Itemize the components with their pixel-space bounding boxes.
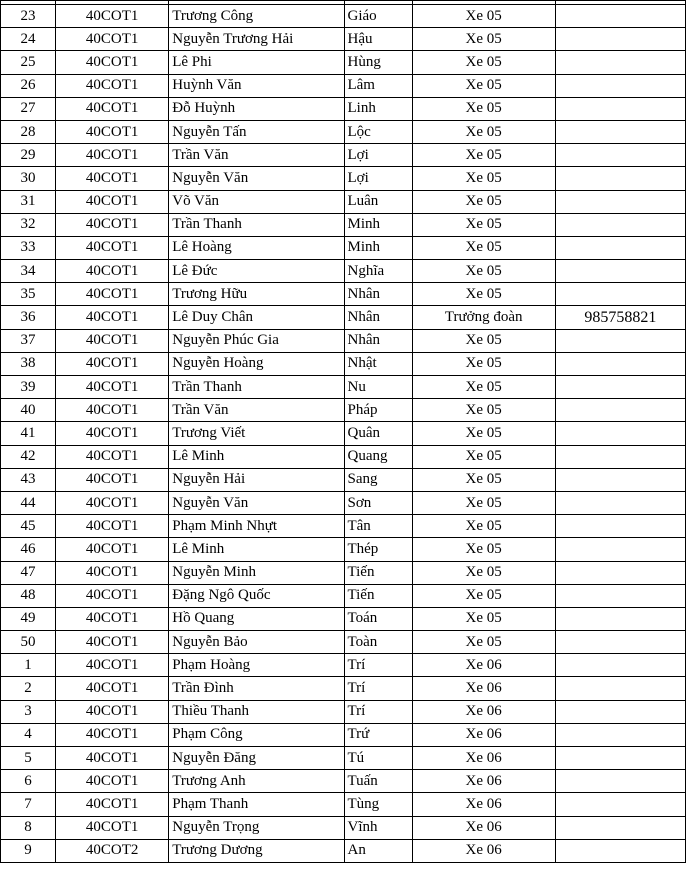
cell-surname[interactable]: Nguyễn Trương Hải bbox=[169, 28, 345, 51]
cell-class[interactable]: 40COT1 bbox=[56, 491, 169, 514]
table-row bbox=[1, 422, 686, 445]
cell-given-name[interactable]: Tú bbox=[345, 747, 412, 770]
cell-stt[interactable]: 4 bbox=[1, 723, 56, 746]
cell-phone[interactable] bbox=[555, 120, 685, 143]
cell-phone[interactable] bbox=[555, 747, 685, 770]
cell-note[interactable]: Xe 05 bbox=[412, 445, 555, 468]
cell-phone[interactable] bbox=[555, 491, 685, 514]
cell-note[interactable]: Xe 05 bbox=[412, 74, 555, 97]
cell-stt[interactable]: 27 bbox=[1, 97, 56, 120]
cell-phone[interactable] bbox=[555, 399, 685, 422]
cell-surname[interactable]: Hồ Quang bbox=[169, 607, 345, 630]
cell-note[interactable]: Xe 06 bbox=[412, 770, 555, 793]
cell-surname[interactable]: Phạm Thanh bbox=[169, 793, 345, 816]
table-row bbox=[1, 561, 686, 584]
cell-stt[interactable]: 9 bbox=[1, 839, 56, 862]
cell-class[interactable]: 40COT1 bbox=[56, 816, 169, 839]
table-row bbox=[1, 28, 686, 51]
table-row bbox=[1, 468, 686, 491]
cell-given-name[interactable]: Pháp bbox=[345, 399, 412, 422]
cell-note[interactable]: Xe 05 bbox=[412, 120, 555, 143]
cell-stt[interactable]: 47 bbox=[1, 561, 56, 584]
cell-surname[interactable]: Nguyễn Phúc Gia bbox=[169, 329, 345, 352]
table-row bbox=[1, 376, 686, 399]
table-row bbox=[1, 51, 686, 74]
cell-class[interactable]: 40COT1 bbox=[56, 468, 169, 491]
cell-note[interactable]: Xe 06 bbox=[412, 793, 555, 816]
cell-stt[interactable]: 39 bbox=[1, 376, 56, 399]
cell-class[interactable]: 40COT1 bbox=[56, 28, 169, 51]
cell-class[interactable]: 40COT1 bbox=[56, 97, 169, 120]
cell-stt[interactable]: 6 bbox=[1, 770, 56, 793]
cell-class[interactable]: 40COT1 bbox=[56, 399, 169, 422]
table-row bbox=[1, 584, 686, 607]
cell-class[interactable]: 40COT1 bbox=[56, 376, 169, 399]
cell-given-name[interactable]: Tuấn bbox=[345, 770, 412, 793]
cell-phone[interactable] bbox=[555, 190, 685, 213]
cell-surname[interactable]: Nguyễn Tấn bbox=[169, 120, 345, 143]
cell-class[interactable]: 40COT2 bbox=[56, 839, 169, 862]
cell-note[interactable]: Xe 05 bbox=[412, 376, 555, 399]
cell-phone[interactable] bbox=[555, 144, 685, 167]
cell-stt[interactable]: 45 bbox=[1, 515, 56, 538]
roster-body bbox=[1, 1, 686, 863]
cell-phone[interactable] bbox=[555, 584, 685, 607]
cell-surname[interactable]: Nguyễn Minh bbox=[169, 561, 345, 584]
cell-stt[interactable]: 36 bbox=[1, 306, 56, 329]
cell-given-name[interactable]: Tân bbox=[345, 515, 412, 538]
table-row bbox=[1, 677, 686, 700]
cell-given-name[interactable]: Lợi bbox=[345, 167, 412, 190]
cell-stt[interactable]: 41 bbox=[1, 422, 56, 445]
cell-given-name[interactable]: Nhật bbox=[345, 352, 412, 375]
cell-class[interactable]: 40COT1 bbox=[56, 74, 169, 97]
cell-given-name[interactable]: Thép bbox=[345, 538, 412, 561]
cell-phone[interactable] bbox=[555, 352, 685, 375]
cell-phone[interactable] bbox=[555, 631, 685, 654]
cell-note[interactable]: Xe 05 bbox=[412, 561, 555, 584]
cell-surname[interactable]: Nguyễn Hoàng bbox=[169, 352, 345, 375]
cell-stt[interactable]: 26 bbox=[1, 74, 56, 97]
cell-note[interactable]: Xe 05 bbox=[412, 167, 555, 190]
cell-surname[interactable]: Trần Thanh bbox=[169, 213, 345, 236]
cell-phone[interactable] bbox=[555, 236, 685, 259]
cell-given-name[interactable]: Linh bbox=[345, 97, 412, 120]
cell-class[interactable]: 40COT1 bbox=[56, 747, 169, 770]
cell-given-name[interactable]: Toán bbox=[345, 607, 412, 630]
cell-given-name[interactable]: Sơn bbox=[345, 491, 412, 514]
cell-note[interactable]: Xe 05 bbox=[412, 51, 555, 74]
cell-surname[interactable]: Lê Duy Chân bbox=[169, 306, 345, 329]
cell-surname[interactable]: Trương Công bbox=[169, 5, 345, 28]
cell-note[interactable]: Xe 05 bbox=[412, 190, 555, 213]
cell-class[interactable]: 40COT1 bbox=[56, 5, 169, 28]
cell-class[interactable]: 40COT1 bbox=[56, 306, 169, 329]
table-row bbox=[1, 74, 686, 97]
cell-stt[interactable]: 38 bbox=[1, 352, 56, 375]
cell-stt[interactable]: 3 bbox=[1, 700, 56, 723]
table-row bbox=[1, 97, 686, 120]
cell-note[interactable]: Xe 06 bbox=[412, 816, 555, 839]
cell-surname[interactable]: Nguyễn Bảo bbox=[169, 631, 345, 654]
cell-surname[interactable]: Phạm Minh Nhựt bbox=[169, 515, 345, 538]
cell-stt[interactable]: 1 bbox=[1, 654, 56, 677]
cell-phone[interactable] bbox=[555, 793, 685, 816]
cell-surname[interactable]: Trần Văn bbox=[169, 399, 345, 422]
cell-stt[interactable]: 25 bbox=[1, 51, 56, 74]
cell-phone[interactable] bbox=[555, 723, 685, 746]
cell-stt[interactable]: 28 bbox=[1, 120, 56, 143]
cell-note[interactable]: Xe 05 bbox=[412, 283, 555, 306]
cell-given-name[interactable]: Nu bbox=[345, 376, 412, 399]
cell-class[interactable]: 40COT1 bbox=[56, 51, 169, 74]
cell-class[interactable]: 40COT1 bbox=[56, 329, 169, 352]
cell-given-name[interactable]: Nhân bbox=[345, 283, 412, 306]
cell-stt[interactable]: 32 bbox=[1, 213, 56, 236]
cell-given-name[interactable]: Quang bbox=[345, 445, 412, 468]
cell-note[interactable]: Xe 06 bbox=[412, 839, 555, 862]
table-row bbox=[1, 190, 686, 213]
cell-phone[interactable] bbox=[555, 5, 685, 28]
cell-phone[interactable] bbox=[555, 468, 685, 491]
cell-stt[interactable]: 40 bbox=[1, 399, 56, 422]
table-row bbox=[1, 631, 686, 654]
table-row bbox=[1, 329, 686, 352]
cell-surname[interactable]: Trương Hữu bbox=[169, 283, 345, 306]
cell-stt[interactable]: 30 bbox=[1, 167, 56, 190]
cell-surname[interactable]: Đỗ Huỳnh bbox=[169, 97, 345, 120]
cell-note[interactable]: Xe 05 bbox=[412, 213, 555, 236]
table-row bbox=[1, 120, 686, 143]
table-row bbox=[1, 283, 686, 306]
cell-note[interactable]: Xe 05 bbox=[412, 28, 555, 51]
cell-phone[interactable] bbox=[555, 329, 685, 352]
cell-class[interactable]: 40COT1 bbox=[56, 352, 169, 375]
cell-given-name[interactable]: Trí bbox=[345, 677, 412, 700]
table-row bbox=[1, 445, 686, 468]
cell-surname[interactable]: Trần Thanh bbox=[169, 376, 345, 399]
cell-surname[interactable]: Lê Đức bbox=[169, 260, 345, 283]
cell-note[interactable]: Xe 05 bbox=[412, 399, 555, 422]
cell-class[interactable]: 40COT1 bbox=[56, 561, 169, 584]
cell-surname[interactable]: Lê Minh bbox=[169, 538, 345, 561]
cell-stt[interactable]: 49 bbox=[1, 607, 56, 630]
cell-class[interactable]: 40COT1 bbox=[56, 144, 169, 167]
cell-note[interactable]: Xe 06 bbox=[412, 747, 555, 770]
cell-class[interactable]: 40COT1 bbox=[56, 654, 169, 677]
cell-surname[interactable]: Võ Văn bbox=[169, 190, 345, 213]
cell-given-name[interactable]: Giáo bbox=[345, 5, 412, 28]
table-row bbox=[1, 723, 686, 746]
cell-phone[interactable] bbox=[555, 561, 685, 584]
cell-phone[interactable] bbox=[555, 376, 685, 399]
cell-note[interactable]: Xe 05 bbox=[412, 144, 555, 167]
cell-given-name[interactable]: Toàn bbox=[345, 631, 412, 654]
cell-class[interactable]: 40COT1 bbox=[56, 677, 169, 700]
cell-phone[interactable] bbox=[555, 839, 685, 862]
cell-phone[interactable] bbox=[555, 677, 685, 700]
cell-given-name[interactable]: Nhân bbox=[345, 306, 412, 329]
cell-given-name[interactable]: Tiến bbox=[345, 584, 412, 607]
table-row bbox=[1, 213, 686, 236]
cell-stt[interactable]: 43 bbox=[1, 468, 56, 491]
cell-class[interactable]: 40COT1 bbox=[56, 723, 169, 746]
cell-phone[interactable] bbox=[555, 167, 685, 190]
cell-stt[interactable]: 23 bbox=[1, 5, 56, 28]
cell-note[interactable]: Xe 05 bbox=[412, 260, 555, 283]
cell-note[interactable]: Trưởng đoàn bbox=[412, 306, 555, 329]
cell-given-name[interactable]: Tiến bbox=[345, 561, 412, 584]
cell-class[interactable]: 40COT1 bbox=[56, 445, 169, 468]
cell-phone[interactable] bbox=[555, 213, 685, 236]
cell-stt[interactable]: 34 bbox=[1, 260, 56, 283]
cell-surname[interactable]: Nguyễn Văn bbox=[169, 491, 345, 514]
cell-note[interactable]: Xe 05 bbox=[412, 631, 555, 654]
cell-given-name[interactable]: Tùng bbox=[345, 793, 412, 816]
cell-stt[interactable]: 5 bbox=[1, 747, 56, 770]
cell-phone[interactable] bbox=[555, 422, 685, 445]
cell-stt[interactable]: 42 bbox=[1, 445, 56, 468]
cell-class[interactable]: 40COT1 bbox=[56, 770, 169, 793]
cell-given-name[interactable]: Sang bbox=[345, 468, 412, 491]
cell-note[interactable]: Xe 05 bbox=[412, 5, 555, 28]
cell-surname[interactable]: Trương Anh bbox=[169, 770, 345, 793]
cell-given-name[interactable]: Lộc bbox=[345, 120, 412, 143]
cell-phone[interactable] bbox=[555, 260, 685, 283]
cell-surname[interactable]: Trần Đình bbox=[169, 677, 345, 700]
cell-class[interactable]: 40COT1 bbox=[56, 213, 169, 236]
table-row bbox=[1, 607, 686, 630]
cell-stt[interactable]: 2 bbox=[1, 677, 56, 700]
cell-note[interactable]: Xe 05 bbox=[412, 329, 555, 352]
cell-phone[interactable] bbox=[555, 74, 685, 97]
table-row bbox=[1, 306, 686, 329]
cell-surname[interactable]: Lê Phi bbox=[169, 51, 345, 74]
cell-surname[interactable]: Nguyễn Hải bbox=[169, 468, 345, 491]
cell-stt[interactable]: 50 bbox=[1, 631, 56, 654]
cell-given-name[interactable]: An bbox=[345, 839, 412, 862]
cell-given-name[interactable]: Hậu bbox=[345, 28, 412, 51]
table-row bbox=[1, 654, 686, 677]
cell-stt[interactable]: 48 bbox=[1, 584, 56, 607]
cell-class[interactable]: 40COT1 bbox=[56, 515, 169, 538]
table-row bbox=[1, 167, 686, 190]
cell-phone[interactable] bbox=[555, 538, 685, 561]
cell-note[interactable]: Xe 05 bbox=[412, 538, 555, 561]
cell-phone[interactable] bbox=[555, 816, 685, 839]
cell-class[interactable]: 40COT1 bbox=[56, 190, 169, 213]
cell-stt[interactable]: 46 bbox=[1, 538, 56, 561]
cell-note[interactable]: Xe 05 bbox=[412, 515, 555, 538]
cell-class[interactable]: 40COT1 bbox=[56, 584, 169, 607]
cell-stt[interactable]: 44 bbox=[1, 491, 56, 514]
cell-phone[interactable] bbox=[555, 770, 685, 793]
cell-surname[interactable]: Thiều Thanh bbox=[169, 700, 345, 723]
cell-given-name[interactable]: Nghĩa bbox=[345, 260, 412, 283]
cell-phone[interactable] bbox=[555, 607, 685, 630]
cell-surname[interactable]: Lê Minh bbox=[169, 445, 345, 468]
cell-given-name[interactable]: Nhân bbox=[345, 329, 412, 352]
cell-class[interactable]: 40COT1 bbox=[56, 422, 169, 445]
cell-surname[interactable]: Trần Văn bbox=[169, 144, 345, 167]
table-row bbox=[1, 144, 686, 167]
cell-given-name[interactable]: Trứ bbox=[345, 723, 412, 746]
cell-surname[interactable]: Lê Hoàng bbox=[169, 236, 345, 259]
cell-class[interactable]: 40COT1 bbox=[56, 283, 169, 306]
cell-stt[interactable]: 37 bbox=[1, 329, 56, 352]
table-row bbox=[1, 793, 686, 816]
cell-stt[interactable]: 33 bbox=[1, 236, 56, 259]
cell-phone[interactable]: 985758821 bbox=[555, 306, 685, 329]
cell-given-name[interactable]: Minh bbox=[345, 236, 412, 259]
cell-phone[interactable] bbox=[555, 97, 685, 120]
table-row bbox=[1, 352, 686, 375]
cell-note[interactable]: Xe 05 bbox=[412, 491, 555, 514]
cell-note[interactable]: Xe 05 bbox=[412, 422, 555, 445]
table-row bbox=[1, 491, 686, 514]
cell-given-name[interactable]: Trí bbox=[345, 654, 412, 677]
cell-phone[interactable] bbox=[555, 283, 685, 306]
cell-note[interactable]: Xe 05 bbox=[412, 97, 555, 120]
cell-class[interactable]: 40COT1 bbox=[56, 260, 169, 283]
cell-surname[interactable]: Phạm Công bbox=[169, 723, 345, 746]
cell-note[interactable]: Xe 06 bbox=[412, 654, 555, 677]
cell-surname[interactable]: Huỳnh Văn bbox=[169, 74, 345, 97]
cell-given-name[interactable]: Lợi bbox=[345, 144, 412, 167]
cell-class[interactable]: 40COT1 bbox=[56, 538, 169, 561]
cell-surname[interactable]: Nguyễn Văn bbox=[169, 167, 345, 190]
cell-class[interactable]: 40COT1 bbox=[56, 793, 169, 816]
table-row bbox=[1, 5, 686, 28]
cell-surname[interactable]: Nguyễn Trọng bbox=[169, 816, 345, 839]
cell-note[interactable]: Xe 06 bbox=[412, 723, 555, 746]
cell-stt[interactable]: 35 bbox=[1, 283, 56, 306]
cell-stt[interactable]: 29 bbox=[1, 144, 56, 167]
cell-stt[interactable]: 8 bbox=[1, 816, 56, 839]
table-row bbox=[1, 260, 686, 283]
cell-given-name[interactable]: Lâm bbox=[345, 74, 412, 97]
table-row bbox=[1, 747, 686, 770]
cell-class[interactable]: 40COT1 bbox=[56, 631, 169, 654]
cell-phone[interactable] bbox=[555, 28, 685, 51]
cell-given-name[interactable]: Hùng bbox=[345, 51, 412, 74]
cell-surname[interactable]: Đặng Ngô Quốc bbox=[169, 584, 345, 607]
table-row bbox=[1, 816, 686, 839]
table-row bbox=[1, 515, 686, 538]
table-row bbox=[1, 839, 686, 862]
cell-class[interactable]: 40COT1 bbox=[56, 607, 169, 630]
table-row bbox=[1, 770, 686, 793]
cell-note[interactable]: Xe 05 bbox=[412, 584, 555, 607]
cell-given-name[interactable]: Minh bbox=[345, 213, 412, 236]
cell-phone[interactable] bbox=[555, 515, 685, 538]
cell-surname[interactable]: Phạm Hoàng bbox=[169, 654, 345, 677]
cell-given-name[interactable]: Luân bbox=[345, 190, 412, 213]
cell-class[interactable]: 40COT1 bbox=[56, 120, 169, 143]
cell-class[interactable]: 40COT1 bbox=[56, 236, 169, 259]
cell-phone[interactable] bbox=[555, 700, 685, 723]
cell-stt[interactable]: 7 bbox=[1, 793, 56, 816]
cell-note[interactable]: Xe 06 bbox=[412, 700, 555, 723]
cell-given-name[interactable]: Quân bbox=[345, 422, 412, 445]
table-row bbox=[1, 236, 686, 259]
cell-given-name[interactable]: Vĩnh bbox=[345, 816, 412, 839]
cell-phone[interactable] bbox=[555, 51, 685, 74]
cell-note[interactable]: Xe 06 bbox=[412, 677, 555, 700]
table-row bbox=[1, 538, 686, 561]
cell-class[interactable]: 40COT1 bbox=[56, 700, 169, 723]
cell-surname[interactable]: Trương Viết bbox=[169, 422, 345, 445]
cell-note[interactable]: Xe 05 bbox=[412, 607, 555, 630]
cell-note[interactable]: Xe 05 bbox=[412, 236, 555, 259]
cell-phone[interactable] bbox=[555, 654, 685, 677]
cell-note[interactable]: Xe 05 bbox=[412, 352, 555, 375]
cell-given-name[interactable]: Trí bbox=[345, 700, 412, 723]
cell-stt[interactable]: 31 bbox=[1, 190, 56, 213]
cell-surname[interactable]: Trương Dương bbox=[169, 839, 345, 862]
table-row bbox=[1, 700, 686, 723]
cell-phone[interactable] bbox=[555, 445, 685, 468]
table-row bbox=[1, 399, 686, 422]
cell-surname[interactable]: Nguyễn Đăng bbox=[169, 747, 345, 770]
cell-note[interactable]: Xe 05 bbox=[412, 468, 555, 491]
cell-class[interactable]: 40COT1 bbox=[56, 167, 169, 190]
cell-stt[interactable]: 24 bbox=[1, 28, 56, 51]
